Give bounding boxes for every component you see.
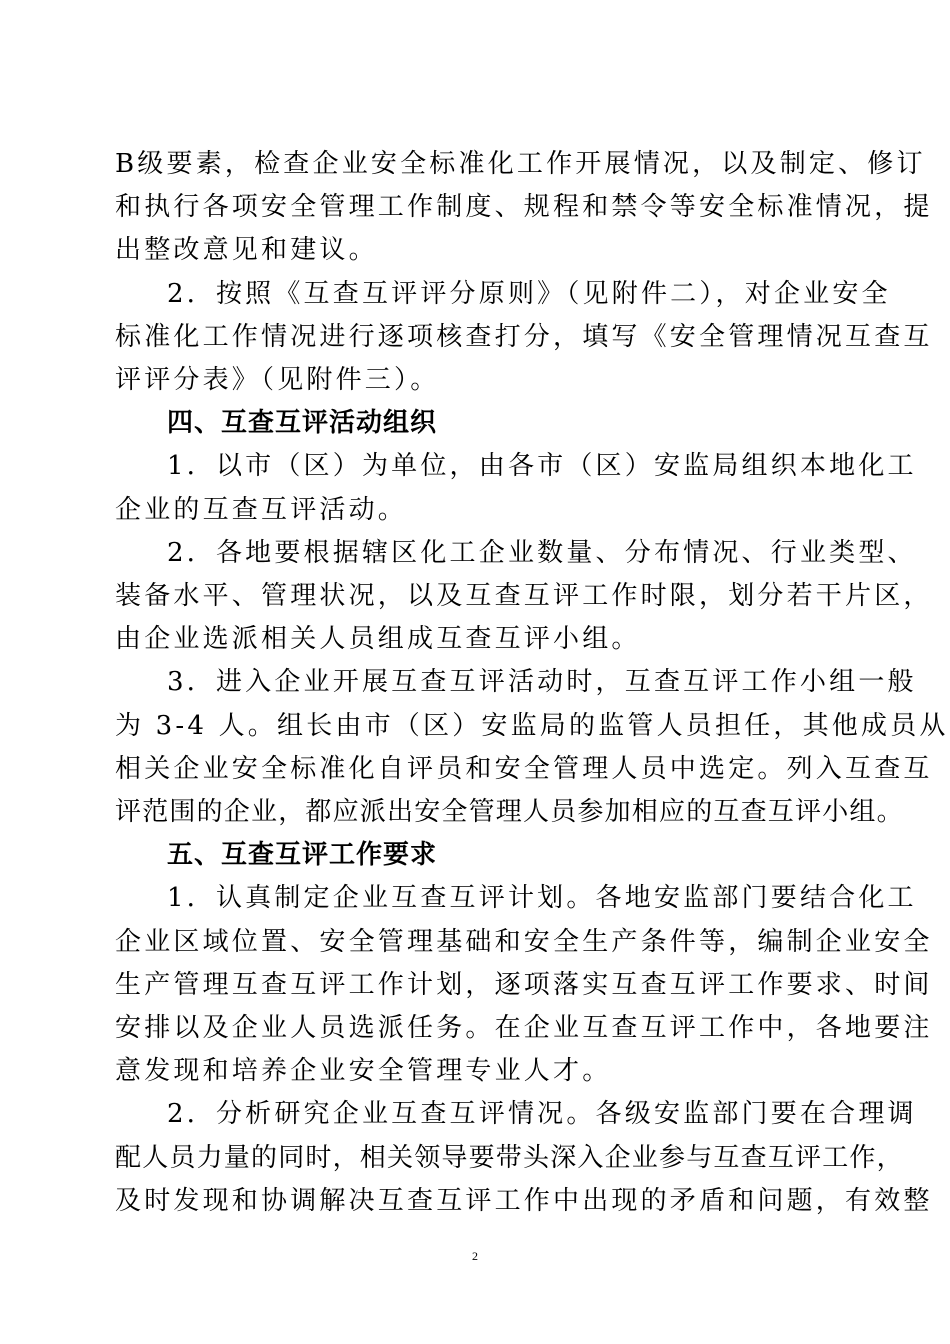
text-line: 2．按照《互查互评评分原则》（见附件二），对企业安全	[167, 279, 891, 309]
text-line: 评评分表》（见附件三）。	[115, 365, 440, 395]
text-line: 和执行各项安全管理工作制度、规程和禁令等安全标准情况，提	[115, 192, 933, 222]
text-line: 由企业选派相关人员组成互查互评小组。	[115, 624, 641, 654]
text-line: 1．认真制定企业互查互评计划。各地安监部门要结合化工	[167, 883, 917, 913]
text-line: 及时发现和协调解决互查互评工作中出现的矛盾和问题，有效整	[115, 1186, 933, 1216]
text-line: 意发现和培养企业安全管理专业人才。	[115, 1056, 612, 1086]
text-line: 装备水平、管理状况，以及互查互评工作时限，划分若干片区，	[115, 581, 933, 611]
text-line: 标准化工作情况进行逐项核查打分，填写《安全管理情况互查互	[115, 322, 933, 352]
section-heading: 五、互查互评工作要求	[167, 840, 438, 870]
text-line: 企业区域位置、安全管理基础和安全生产条件等，编制企业安全	[115, 927, 933, 957]
page-number: 2	[472, 1249, 478, 1263]
section-heading: 四、互查互评活动组织	[167, 408, 438, 438]
text-line: 2．各地要根据辖区化工企业数量、分布情况、行业类型、	[167, 538, 917, 568]
text-line: 1．以市（区）为单位，由各市（区）安监局组织本地化工	[167, 451, 917, 481]
text-line: 相关企业安全标准化自评员和安全管理人员中选定。列入互查互	[115, 754, 933, 784]
text-line: 2．分析研究企业互查互评情况。各级安监部门要在合理调	[167, 1099, 917, 1129]
text-line: 安排以及企业人员选派任务。在企业互查互评工作中，各地要注	[115, 1013, 933, 1043]
text-line: 生产管理互查互评工作计划，逐项落实互查互评工作要求、时间	[115, 970, 933, 1000]
text-line: 3．进入企业开展互查互评活动时，互查互评工作小组一般	[167, 667, 917, 697]
text-line: 评范围的企业，都应派出安全管理人员参加相应的互查互评小组。	[115, 797, 904, 827]
text-line: 配人员力量的同时，相关领导要带头深入企业参与互查互评工作，	[115, 1143, 904, 1173]
text-line: 企业的互查互评活动。	[115, 495, 408, 525]
text-line: 出整改意见和建议。	[115, 235, 378, 265]
text-line: B级要素，检查企业安全标准化工作开展情况，以及制定、修订	[115, 149, 926, 179]
text-line: 为 3-4 人。组长由市（区）安监局的监管人员担任，其他成员从	[115, 711, 949, 741]
